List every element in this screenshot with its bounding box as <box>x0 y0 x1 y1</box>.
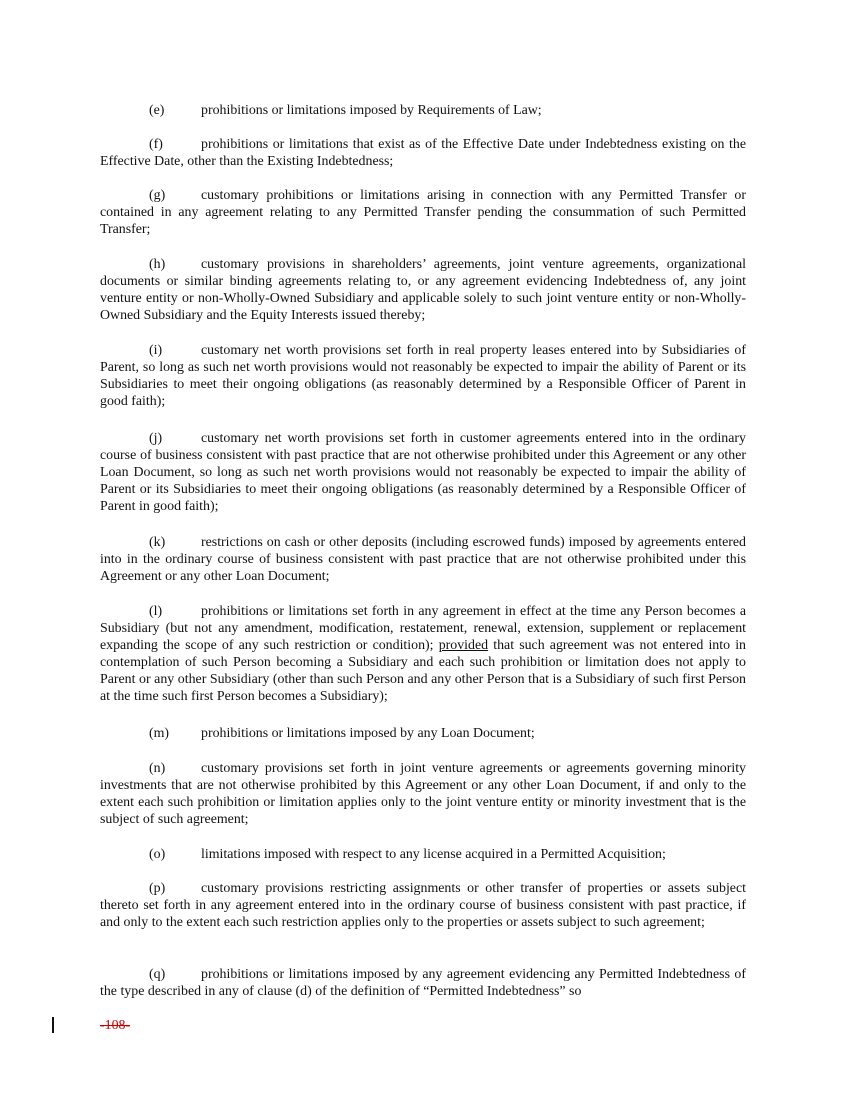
clause-h <box>100 256 746 324</box>
clause-text: restrictions on cash or other deposits (including escrowed funds) imposed by agreements entered into in the ordinary course of business consistent with past practice that are not otherwise prohibited under this Agreement or any other Loan Document; <box>100 535 746 584</box>
clause-marker: (n) <box>149 761 166 776</box>
clause-q <box>100 966 746 1000</box>
clause-k <box>100 534 746 585</box>
clause-n <box>100 760 746 828</box>
clause-j <box>100 430 746 515</box>
clause-marker: (j) <box>149 431 163 446</box>
clause-f <box>100 136 746 170</box>
clause-text: customary provisions in shareholders’ agreements, joint venture agreements, organizational documents or similar binding agreements relating to, or any agreement evidencing Indebtedness of, any joint venture entity or non-Wholly-Owned Subsidiary and applicable solely to such joint venture entity or non-Wholly-Owned Subsidiary and the Equity Interests issued thereby; <box>100 257 746 323</box>
clause-text: customary net worth provisions set forth in real property leases entered into by Subsidiaries of Parent, so long as such net worth provisions would not reasonably be expected to impair the ability of Parent or its Subsidiaries to meet their ongoing obligations (as reasonably determined by a Responsible Officer of Parent in good faith); <box>100 343 746 409</box>
page-number: -108- <box>100 1018 131 1033</box>
clause-o <box>100 846 746 863</box>
provided-term: provided <box>438 638 489 653</box>
clause-m <box>100 725 746 742</box>
clause-text: customary net worth provisions set forth in customer agreements entered into in the ordinary course of business consistent with past practice that are not otherwise prohibited under this Agreement or any other Loan Document, so long as such net worth provisions would not reasonably be expected to impair the ability of Parent or its Subsidiaries to meet their ongoing obligations (as reasonably determined by a Responsible Officer of Parent in good faith); <box>100 431 746 514</box>
clause-marker: (q) <box>149 967 166 982</box>
clause-marker: (k) <box>149 535 166 550</box>
clause-text: prohibitions or limitations imposed by any agreement evidencing any Permitted Indebtedness of the type described in any of clause (d) of the definition of “Permitted Indebtedness” so <box>100 967 746 999</box>
clause-text: prohibitions or limitations set forth in any agreement in effect at the time any Person becomes a Subsidiary (but not any amendment, modification, restatement, renewal, extension, supplement or replacement expanding the scope of any such restriction or condition); <box>100 604 746 653</box>
clause-i <box>100 342 746 410</box>
clause-marker: (m) <box>149 726 170 741</box>
clause-text: limitations imposed with respect to any license acquired in a Permitted Acquisition; <box>201 847 666 862</box>
clause-marker: (p) <box>149 881 166 896</box>
clause-p <box>100 880 746 931</box>
clause-marker: (o) <box>149 847 166 862</box>
clause-text: prohibitions or limitations imposed by Requirements of Law; <box>201 103 542 118</box>
clause-marker: (e) <box>149 103 165 118</box>
clause-l <box>100 603 746 705</box>
clause-text: prohibitions or limitations that exist as of the Effective Date under Indebtedness existing on the Effective Date, other than the Existing Indebtedness; <box>100 137 746 169</box>
clause-e <box>100 102 746 119</box>
clause-text: prohibitions or limitations imposed by any Loan Document; <box>201 726 535 741</box>
clause-marker: (l) <box>149 604 163 619</box>
clause-text-continued: that such agreement was not entered into in contemplation of such Person becoming a Subsidiary and each such prohibition or limitation does not apply to Parent or any other Subsidiary (other than such Person and any other Person that is a Subsidiary of such first Person at the time such first Person becomes a Subsidiary); <box>100 638 746 704</box>
clause-marker: (h) <box>149 257 166 272</box>
revision-bar <box>52 1017 54 1033</box>
clause-text: customary prohibitions or limitations arising in connection with any Permitted Transfer or contained in any agreement relating to any Permitted Transfer pending the consummation of such Permitted Transfer; <box>100 188 746 237</box>
clause-marker: (g) <box>149 188 166 203</box>
clause-marker: (i) <box>149 343 163 358</box>
clause-text: customary provisions set forth in joint venture agreements or agreements governing minority investments that are not otherwise prohibited by this Agreement or any other Loan Document, if and only to the extent each such prohibition or limitation applies only to the joint venture entity or minority investment that is the subject of such agreement; <box>100 761 746 827</box>
clause-g <box>100 187 746 238</box>
clause-marker: (f) <box>149 137 163 152</box>
clause-text: customary provisions restricting assignments or other transfer of properties or assets subject thereto set forth in any agreement entered into in the ordinary course of business consistent with past practice, if and only to the extent each such restriction applies only to the properties or assets subject to such agreement; <box>100 881 746 930</box>
